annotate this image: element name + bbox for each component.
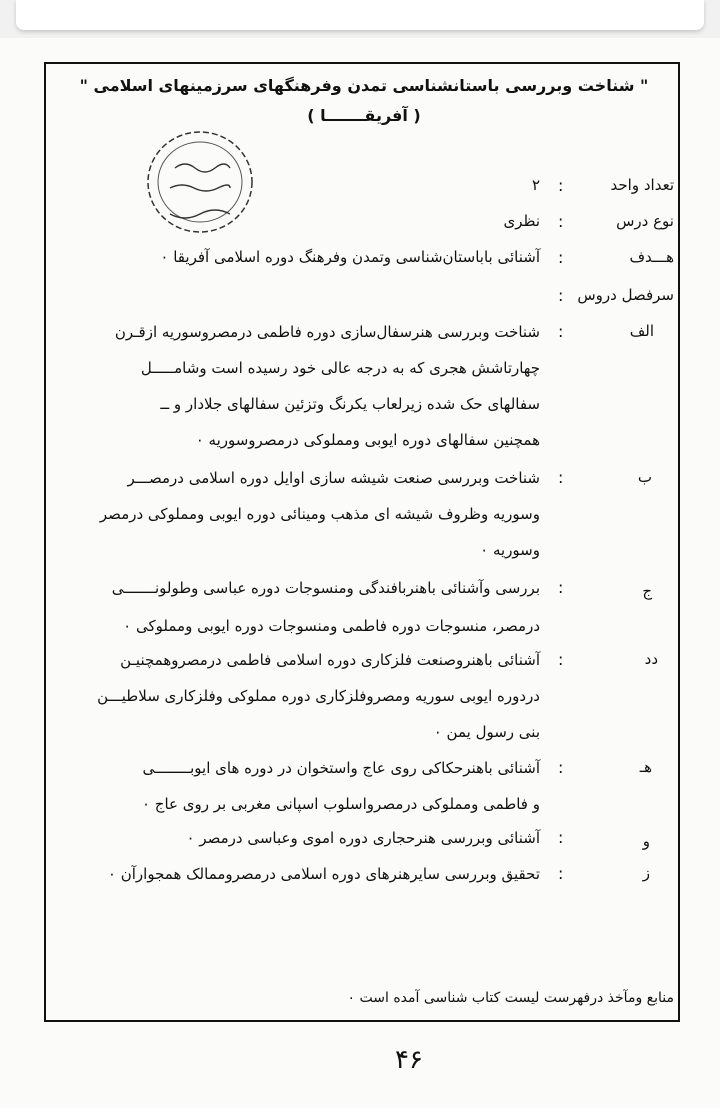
item-line: سفالهای حک شده زیرلعاب یکرنگ وتزئین سفالهای جلادار و ــ bbox=[160, 395, 540, 413]
type-value: نظری bbox=[503, 212, 540, 230]
seal-stamp-icon bbox=[140, 126, 260, 238]
units-colon: : bbox=[558, 176, 564, 195]
type-colon: : bbox=[558, 212, 564, 231]
item-line: چهارتاشش هجری که به درجه عالی خود رسیده است وشامـــــل bbox=[140, 359, 540, 377]
goal-value: آشنائی باباستان‌شناسی وتمدن وفرهنگ دوره اسلامی آفریقا ٠ bbox=[160, 248, 540, 266]
item-colon: : bbox=[558, 468, 564, 487]
item-line: شناخت وبررسی صنعت شیشه سازی اوایل دوره اسلامی درمصـــر bbox=[127, 469, 540, 487]
units-value: ۲ bbox=[531, 176, 540, 194]
item-line: دردوره ایوبی سوریه ومصروفلزکاری دوره مملوکی وفلزکاری سلاطیـــن bbox=[97, 687, 540, 705]
document-title: " شناخت وبررسی باستانشناسی تمدن وفرهنگهای سرزمینهای اسلامی " bbox=[79, 76, 649, 95]
item-colon: : bbox=[558, 322, 564, 341]
syllabus-colon: : bbox=[558, 286, 564, 305]
item-line: بررسی وآشنائی باهنربافندگی ومنسوجات دوره عباسی وطولونـــــــی bbox=[111, 579, 540, 597]
item-line: آشنائی باهنرحکاکی روی عاج واستخوان در دوره های ایوبــــــــی bbox=[142, 759, 540, 777]
item-line: آشنائی باهنروصنعت فلزکاری دوره اسلامی فاطمی درمصروهمچنیـن bbox=[120, 651, 540, 669]
footer-note: منابع ومآخذ درفهرست لیست کتاب شناسی آمده است ٠ bbox=[347, 990, 674, 1006]
item-line: وسوریه ٠ bbox=[480, 541, 540, 559]
syllabus-label: سرفصل دروس bbox=[577, 286, 674, 304]
item-colon: : bbox=[558, 650, 564, 669]
item-letter: ب bbox=[637, 468, 652, 486]
units-label: تعداد واحد bbox=[610, 176, 674, 194]
document-subtitle: ( آفریقـــــــا ) bbox=[307, 106, 421, 125]
item-line: شناخت وبررسی هنرسفال‌سازی دوره فاطمی درمصروسوریه ازقـرن bbox=[114, 323, 540, 341]
item-colon: : bbox=[558, 864, 564, 883]
item-letter: دد bbox=[644, 650, 658, 668]
item-letter: ز bbox=[642, 864, 650, 882]
item-line: همچنین سفالهای دوره ایوبی ومملوکی درمصروسوریه ٠ bbox=[195, 431, 540, 449]
goal-label: هـــدف bbox=[629, 248, 674, 266]
item-letter: و bbox=[642, 832, 650, 850]
goal-colon: : bbox=[558, 248, 564, 267]
item-line: وسوریه وظروف شیشه ای مذهب ومینائی دوره ایوبی ومملوکی درمصر bbox=[99, 505, 540, 523]
document-frame bbox=[44, 62, 680, 1022]
item-letter: ج bbox=[642, 582, 652, 600]
item-line: درمصر، منسوجات دوره فاطمی ومنسوجات دوره ایوبی ومملوکی ٠ bbox=[123, 617, 540, 635]
item-line: آشنائی وبررسی هنرحجاری دوره اموی وعباسی درمصر ٠ bbox=[186, 829, 540, 847]
item-line: تحقیق وبررسی سایرهنرهای دوره اسلامی درمصروممالک همجوارآن ٠ bbox=[107, 865, 540, 883]
page-number: ۴۶ bbox=[395, 1045, 423, 1075]
type-label: نوع درس bbox=[616, 212, 674, 230]
item-colon: : bbox=[558, 828, 564, 847]
item-line: بنی رسول یمن ٠ bbox=[433, 723, 540, 741]
item-letter: هـ bbox=[639, 758, 652, 776]
item-letter: الف bbox=[629, 322, 654, 340]
item-colon: : bbox=[558, 758, 564, 777]
item-line: و فاطمی ومملوکی درمصرواسلوب اسپانی مغربی بر روی عاج ٠ bbox=[141, 795, 540, 813]
item-colon: : bbox=[558, 578, 564, 597]
top-card bbox=[16, 0, 704, 30]
document-page bbox=[0, 38, 720, 1108]
